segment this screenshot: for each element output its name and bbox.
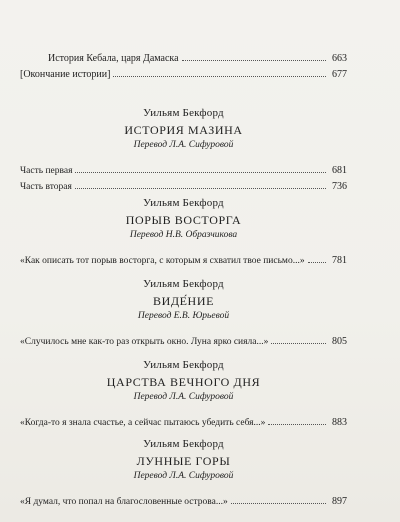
section-title: ЛУННЫЕ ГОРЫ [136, 454, 231, 468]
section-title: ПОРЫВ ВОСТОРГА [125, 213, 242, 227]
leader-dots [268, 424, 326, 425]
toc-entry [20, 69, 347, 81]
section-title: ЦАРСТВА ВЕЧНОГО ДНЯ [106, 375, 261, 389]
toc-entry-page: 663 [332, 53, 347, 64]
toc-section [20, 359, 347, 429]
toc-entry-page: 781 [332, 255, 347, 266]
toc-entry [20, 496, 347, 508]
toc-entry [20, 53, 347, 65]
toc-section [20, 197, 347, 267]
toc-entry-page: 681 [332, 165, 347, 176]
toc-entry-label: [Окончание истории] [20, 69, 111, 80]
toc-entry-label: «Случилось мне как-то раз открыть окно. Луна ярко сияла...» [20, 337, 269, 347]
section-author: Уильям Бекфорд [143, 359, 224, 371]
leader-dots [231, 503, 326, 504]
section-translator: Перевод Е.В. Юрьевой [137, 311, 230, 321]
toc-entry-label: Часть первая [20, 166, 73, 176]
leader-dots [271, 343, 326, 344]
section-translator: Перевод Н.В. Образчикова [129, 230, 238, 240]
toc-entry [20, 417, 347, 429]
toc-entry-label: «Как описать тот порыв восторга, с которым я схватил твое письмо...» [20, 256, 305, 266]
section-title: ВИДЕ́НИЕ [152, 294, 215, 308]
toc-entry [20, 165, 347, 177]
toc-entry [20, 255, 347, 267]
leader-dots [75, 188, 326, 189]
toc-entry-page: 897 [332, 496, 347, 507]
leader-dots [75, 172, 326, 173]
leader-dots [182, 60, 326, 61]
toc-entry-label: История Кебала, царя Дамаска [48, 53, 179, 64]
section-author: Уильям Бекфорд [143, 197, 224, 209]
section-author: Уильям Бекфорд [143, 278, 224, 290]
section-author: Уильям Бекфорд [143, 438, 224, 450]
toc-section [20, 438, 347, 508]
section-translator: Перевод Л.А. Сифуровой [133, 392, 234, 402]
toc-section [20, 107, 347, 193]
section-title: ИСТОРИЯ МАЗИНА [124, 123, 243, 137]
toc-entry [20, 336, 347, 348]
leader-dots [113, 76, 326, 77]
toc-entry-label: «Когда-то я знала счастье, а сейчас пытаюсь убедить себя...» [20, 418, 266, 428]
leader-dots [308, 262, 326, 263]
toc-entry-page: 805 [332, 336, 347, 347]
toc-section [20, 278, 347, 348]
toc-entry-label: «Я думал, что попал на благословенные острова...» [20, 497, 228, 507]
toc-entry-page: 736 [332, 181, 347, 192]
section-translator: Перевод Л.А. Сифуровой [133, 140, 234, 150]
toc-entry [20, 181, 347, 193]
section-translator: Перевод Л.А. Сифуровой [133, 471, 234, 481]
toc-entry-label: Часть вторая [20, 182, 72, 192]
section-author: Уильям Бекфорд [143, 107, 224, 119]
toc-entry-page: 883 [332, 417, 347, 428]
toc-entry-page: 677 [332, 69, 347, 80]
